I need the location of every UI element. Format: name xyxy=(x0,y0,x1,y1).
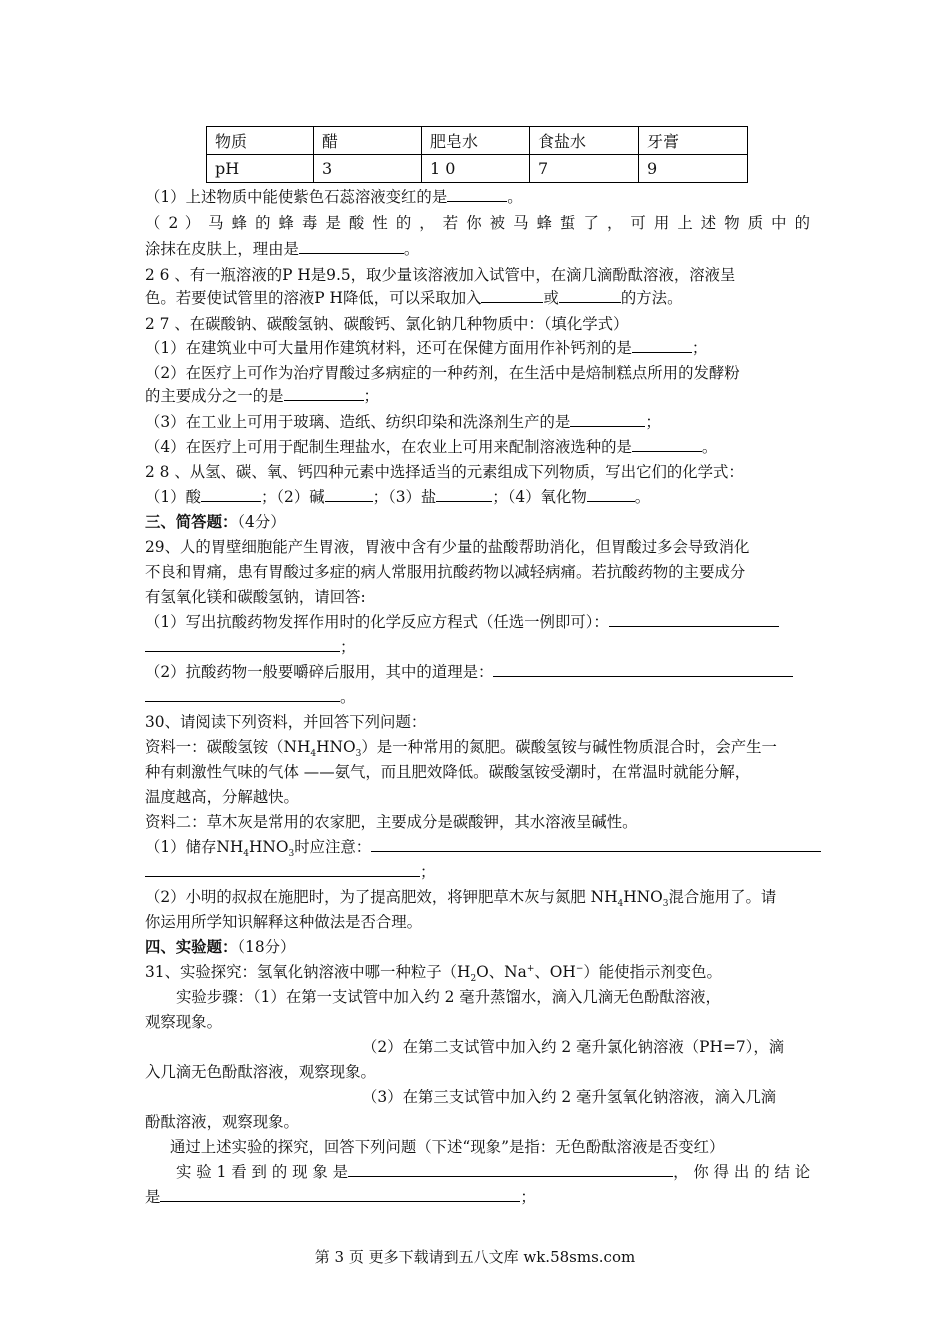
text: ；（4）氧化物 xyxy=(492,488,587,506)
text: ； xyxy=(691,339,708,357)
q30-part2-line1 xyxy=(145,887,810,910)
q28-answers xyxy=(145,487,810,507)
text: ）能使指示剂变色。 xyxy=(583,963,722,981)
answer-blank[interactable] xyxy=(493,662,793,677)
text: ； xyxy=(420,863,436,881)
subscript: 3 xyxy=(662,899,669,910)
text: 色。若要使试管里的溶液P H降低，可以采取加入 xyxy=(145,289,482,307)
text: 。 xyxy=(701,438,718,456)
subscript: 3 xyxy=(355,749,362,760)
text: O、Na xyxy=(476,963,527,981)
text: 31、实验探究：氢氧化钠溶液中哪一种粒子（H xyxy=(145,963,471,981)
section-3-heading xyxy=(145,512,810,532)
text: 或 xyxy=(543,289,559,307)
q30-part1 xyxy=(145,837,810,860)
text: （1）上述物质中能使紫色石蕊溶液变红的是 xyxy=(145,188,448,206)
q25-part2-line1: （ 2 ） 马 蜂 的 蜂 毒 是 酸 性 的 ， 若 你 被 马 蜂 蜇 了 ， 可 用 上 述 物 质 中 的 xyxy=(145,214,810,232)
answer-blank[interactable] xyxy=(436,487,492,502)
q29-part2 xyxy=(145,662,810,682)
answer-blank[interactable] xyxy=(570,412,645,427)
text: 、OH xyxy=(534,963,576,981)
text: 的主要成分之一的是 xyxy=(145,387,284,405)
q29-part1-cont xyxy=(145,637,810,657)
answer-blank[interactable] xyxy=(145,687,340,702)
section-title: 三、简答题： xyxy=(145,513,238,531)
text: （1）储存NH xyxy=(145,838,244,856)
answer-blank[interactable] xyxy=(371,837,821,852)
answer-blank[interactable] xyxy=(348,1162,673,1177)
text: （4）在医疗上可用于配制生理盐水，在农业上可用来配制溶液选种的是 xyxy=(145,438,632,456)
text: （1）写出抗酸药物发挥作用时的化学反应方程式（任选一例即可）： xyxy=(145,613,609,631)
q30-part2-line2: 你运用所学知识解释这种做法是否合理。 xyxy=(145,913,423,931)
text: 。 xyxy=(340,688,356,706)
answer-blank[interactable] xyxy=(145,637,340,652)
q27-stem: 2 7 、在碳酸钠、碳酸氢钠、碳酸钙、氯化钠几种物质中：（填化学式） xyxy=(145,315,629,333)
page-footer: 第 3 页 更多下载请到五八文库 wk.58sms.com xyxy=(314,1248,636,1266)
q30-stem: 30、请阅读下列资料，并回答下列问题： xyxy=(145,713,427,731)
table-cell: 物质 xyxy=(207,127,314,155)
text: ； xyxy=(520,1188,536,1206)
q26-line1: 2 6 、有一瓶溶液的P H是9.5，取少量该溶液加入试管中，在滴几滴酚酞溶液，溶液呈 xyxy=(145,266,736,284)
text: （2）抗酸药物一般要嚼碎后服用，其中的道理是： xyxy=(145,663,494,681)
subscript: 4 xyxy=(617,899,624,910)
q27-part4 xyxy=(145,437,810,457)
answer-blank[interactable] xyxy=(609,612,779,627)
section-4-heading xyxy=(145,937,810,957)
q31-intro: 通过上述实验的探究，回答下列问题（下述“现象”是指：无色酚酞溶液是否变红） xyxy=(170,1138,725,1156)
q29-part1 xyxy=(145,612,810,632)
q31-step3-line2: 酚酞溶液，观察现象。 xyxy=(145,1113,299,1131)
q27-part3 xyxy=(145,412,810,432)
text: ； xyxy=(340,638,356,656)
table-cell: 9 xyxy=(639,155,748,183)
text: （3）在工业上可用于玻璃、造纸、纺织印染和洗涤剂生产的是 xyxy=(145,413,571,431)
answer-blank[interactable] xyxy=(632,338,692,353)
text: （1）酸 xyxy=(145,488,201,506)
q27-part1 xyxy=(145,338,810,358)
text: ， 你 得 出 的 结 论 xyxy=(673,1163,811,1181)
text: 。 xyxy=(634,488,651,506)
answer-blank[interactable] xyxy=(587,487,635,502)
answer-blank[interactable] xyxy=(284,386,364,401)
q31-step2-line1: （2）在第二支试管中加入约 2 毫升氯化钠溶液（PH=7），滴 xyxy=(362,1038,785,1056)
q31-step1-line2: 观察现象。 xyxy=(145,1013,222,1031)
text: 实 验 1 看 到 的 现 象 是 xyxy=(176,1163,349,1181)
answer-blank[interactable] xyxy=(632,437,702,452)
table-cell: 牙膏 xyxy=(639,127,748,155)
superscript: − xyxy=(575,963,584,974)
q31-step3-line1: （3）在第三支试管中加入约 2 毫升氢氧化钠溶液，滴入几滴 xyxy=(362,1088,777,1106)
text: 涂抹在皮肤上，理由是 xyxy=(145,240,299,258)
text: HNO xyxy=(623,888,663,906)
text: ； xyxy=(645,413,661,431)
subscript: 3 xyxy=(288,849,295,860)
text: ；（3）盐 xyxy=(372,488,437,506)
text: HNO xyxy=(248,838,289,856)
text: （2）小明的叔叔在施肥时，为了提高肥效，将钾肥草木灰与氮肥 NH xyxy=(145,888,618,906)
section-points: （18分） xyxy=(237,938,296,956)
table-row xyxy=(207,127,748,155)
answer-blank[interactable] xyxy=(481,288,543,303)
text: 。 xyxy=(507,188,523,206)
superscript: + xyxy=(526,963,535,974)
q31-question1-line2 xyxy=(145,1187,810,1207)
table-row xyxy=(207,155,748,183)
q28-stem: 2 8 、从氢、碳、氧、钙四种元素中选择适当的元素组成下列物质，写出它们的化学式： xyxy=(145,463,744,481)
section-points: （4分） xyxy=(237,513,286,531)
text: 资料一：碳酸氢铵（NH xyxy=(145,738,311,756)
answer-blank[interactable] xyxy=(145,862,420,877)
table-cell: 7 xyxy=(530,155,639,183)
text: ； xyxy=(363,387,379,405)
text: ；（2）碱 xyxy=(260,488,325,506)
q29-part2-cont xyxy=(145,687,810,707)
table-cell: 食盐水 xyxy=(530,127,639,155)
q27-part2-line1: （2）在医疗上可作为治疗胃酸过多病症的一种药剂，在生活中是焙制糕点所用的发酵粉 xyxy=(145,364,740,382)
q31-step2-line2: 入几滴无色酚酞溶液，观察现象。 xyxy=(145,1063,376,1081)
answer-blank[interactable] xyxy=(325,487,373,502)
text: 时应注意： xyxy=(294,838,372,856)
answer-blank[interactable] xyxy=(201,487,261,502)
q29-line1: 29、人的胃壁细胞能产生胃液，胃液中含有少量的盐酸帮助消化，但胃酸过多会导致消化 xyxy=(145,538,750,556)
subscript: 4 xyxy=(243,849,249,860)
text: ）是一种常用的氮肥。碳酸氢铵与碱性物质混合时，会产生一 xyxy=(361,738,777,756)
subscript: 2 xyxy=(470,974,477,985)
text: （1）在建筑业中可大量用作建筑材料，还可在保健方面用作补钙剂的是 xyxy=(145,339,632,357)
table-cell: 1 0 xyxy=(422,155,530,183)
table-cell: 肥皂水 xyxy=(422,127,530,155)
q25-part1 xyxy=(145,187,810,207)
q30-material1-line1 xyxy=(145,737,810,760)
text: 。 xyxy=(403,240,420,258)
q27-part2-line2 xyxy=(145,386,810,406)
table-cell: 3 xyxy=(314,155,422,183)
q30-material2: 资料二：草木灰是常用的农家肥，主要成分是碳酸钾，其水溶液呈碱性。 xyxy=(145,813,638,831)
q31-stem xyxy=(145,962,810,985)
q30-material1-line3: 温度越高，分解越快。 xyxy=(145,788,299,806)
text: 混合施用了。请 xyxy=(668,888,777,906)
q30-material1-line2: 种有刺激性气味的气体 ——氨气，而且肥效降低。碳酸氢铵受潮时，在常温时就能分解， xyxy=(145,763,751,781)
q25-part2-line2 xyxy=(145,239,810,259)
q29-line2: 不良和胃痛，患有胃酸过多症的病人常服用抗酸药物以减轻病痛。若抗酸药物的主要成分 xyxy=(145,563,746,581)
q31-step1-line1: 实验步骤：（1）在第一支试管中加入约 2 毫升蒸馏水，滴入几滴无色酚酞溶液， xyxy=(176,988,721,1006)
text: 是 xyxy=(145,1188,161,1206)
table-cell: 醋 xyxy=(314,127,422,155)
q29-line3: 有氢氧化镁和碳酸氢钠，请回答: xyxy=(145,588,366,606)
text: 的方法。 xyxy=(620,289,683,307)
subscript: 4 xyxy=(310,749,317,760)
q26-line2 xyxy=(145,288,810,308)
q30-part1-cont xyxy=(145,862,810,882)
table-cell: pH xyxy=(207,155,314,183)
answer-blank[interactable] xyxy=(447,187,507,202)
q31-question1-line1 xyxy=(176,1162,810,1182)
text: HNO xyxy=(316,738,356,756)
answer-blank[interactable] xyxy=(160,1187,520,1202)
answer-blank[interactable] xyxy=(559,288,621,303)
ph-table xyxy=(206,126,748,183)
section-title: 四、实验题： xyxy=(145,938,238,956)
answer-blank[interactable] xyxy=(299,239,404,254)
